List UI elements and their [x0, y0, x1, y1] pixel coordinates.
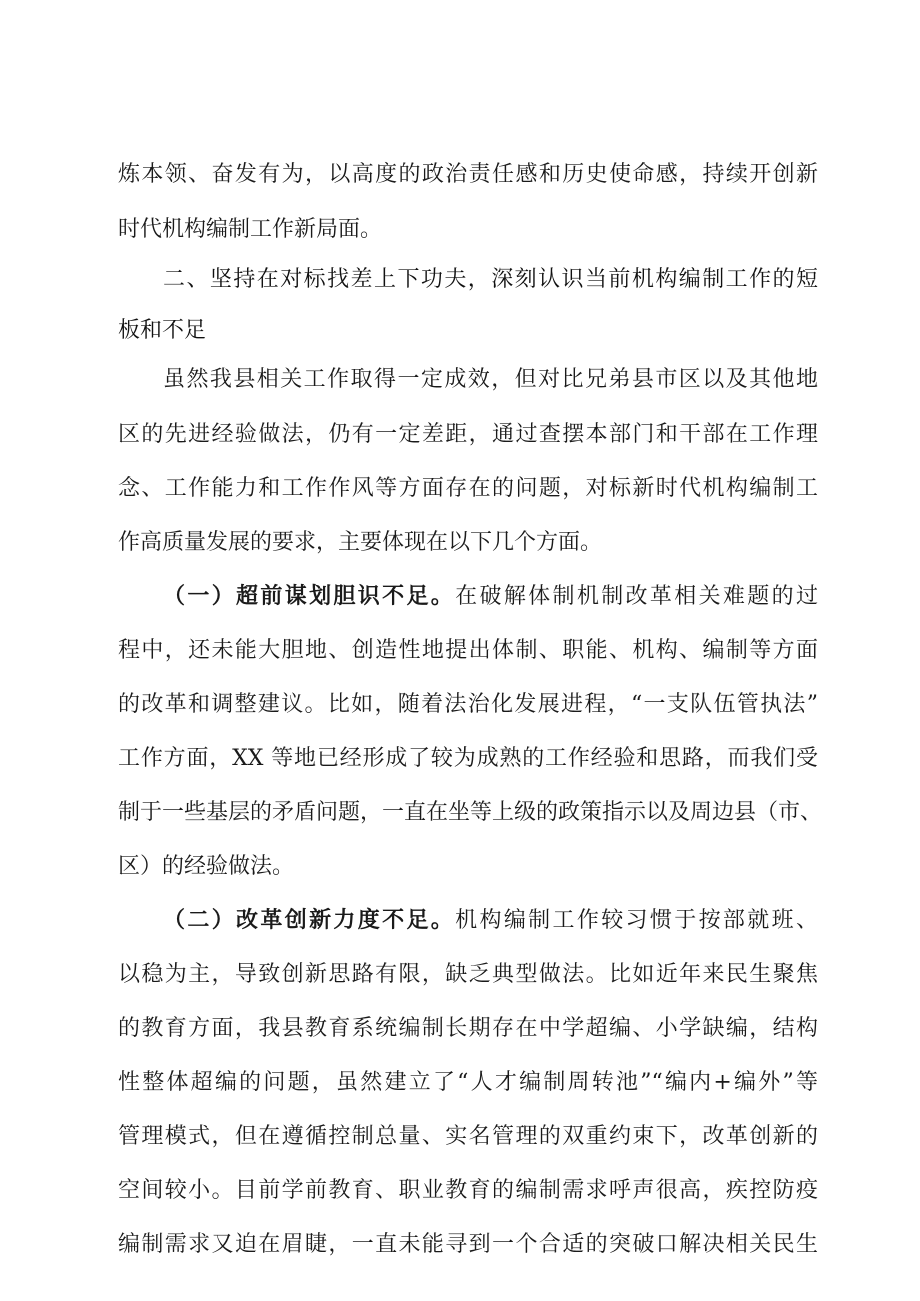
paragraph-line: 时代机构编制工作新局面。 [118, 217, 383, 242]
paragraph-line: 作高质量发展的要求，主要体现在以下几个方面。 [118, 530, 603, 555]
paragraph-line: 管理模式，但在遵循控制总量、实名管理的双重约束下，改革创新的 [118, 1124, 818, 1149]
paragraph-text: 在破解体制机制改革相关难题的过 [455, 584, 818, 609]
paragraph-line: 的教育方面，我县教育系统编制长期存在中学超编、小学缺编，结构 [118, 1016, 818, 1041]
paragraph-line: 工作方面，XX 等地已经形成了较为成熟的工作经验和思路，而我们受 [118, 746, 818, 771]
paragraph-line: 性整体超编的问题，虽然建立了“人才编制周转池”“编内+编外”等 [118, 1070, 818, 1095]
paragraph-line: 的改革和调整建议。比如，随着法治化发展进程，“一支队伍管执法” [118, 692, 818, 717]
paragraph-line: 念、工作能力和工作作风等方面存在的问题，对标新时代机构编制工 [118, 476, 818, 501]
paragraph-line: 程中，还未能大胆地、创造性地提出体制、职能、机构、编制等方面 [118, 638, 818, 663]
paragraph-line: 虽然我县相关工作取得一定成效，但对比兄弟县市区以及其他地 [163, 367, 818, 392]
paragraph-line: 编制需求又迫在眉睫，一直未能寻到一个合适的突破口解决相关民生 [118, 1232, 818, 1257]
paragraph-text: 机构编制工作较习惯于按部就班、 [455, 908, 818, 933]
section-heading: 二、坚持在对标找差上下功夫，深刻认识当前机构编制工作的短 [163, 267, 818, 292]
paragraph-line: 区的先进经验做法，仍有一定差距，通过查摆本部门和干部在工作理 [118, 422, 818, 447]
paragraph-line: 以稳为主，导致创新思路有限，缺乏典型做法。比如近年来民生聚焦 [118, 962, 818, 987]
paragraph-line: 空间较小。目前学前教育、职业教育的编制需求呼声很高，疾控防疫 [118, 1178, 818, 1203]
paragraph-line [163, 582, 818, 612]
paragraph-line: 炼本领、奋发有为，以高度的政治责任感和历史使命感，持续开创新 [118, 162, 818, 187]
paragraph-line: 区）的经验做法。 [118, 854, 295, 879]
paragraph-line [163, 906, 818, 936]
subsection-lead: （二）改革创新力度不足。 [163, 908, 456, 933]
section-heading: 板和不足 [118, 318, 207, 343]
subsection-lead: （一）超前谋划胆识不足。 [163, 584, 456, 609]
paragraph-line: 制于一些基层的矛盾问题，一直在坐等上级的政策指示以及周边县（市、 [118, 800, 823, 825]
